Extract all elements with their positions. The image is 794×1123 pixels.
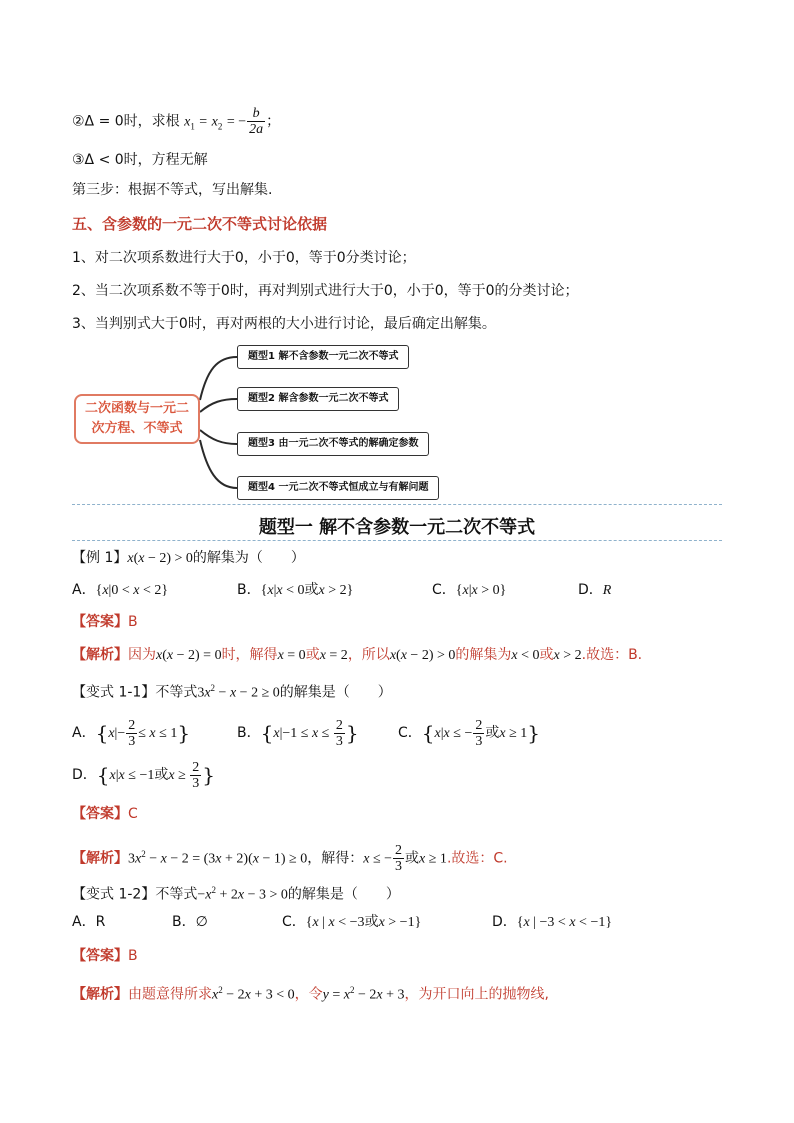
option-a: A．{x|0 < x < 2} [72, 582, 169, 598]
variant12-analysis: 【解析】由题意得所求$x^2 - 2x + 3 < 0$，令$y = x^2 - 2x + 3$，为开口向上的抛物线, [72, 985, 549, 1003]
edge-1 [200, 357, 237, 400]
rule-1: 1、对二次项系数进行大于0，小于0，等于0分类讨论； [72, 250, 416, 266]
option-c: C．{x|x ≤ − $\frac{2}{3}$ 或x ≥ 1} [398, 717, 540, 749]
option-c: C．{x|x > 0} [432, 582, 507, 598]
mind-map-node-1: 题型1 解不含参数一元二次不等式 [237, 345, 409, 369]
variant11-stem: 【变式 1-1】不等式$3x^2 - x - 2 \ge 0$的解集是（ ） [72, 683, 392, 701]
variant12-answer: 【答案】B [72, 948, 138, 964]
option-a: A．{x|− $\frac{2}{3}$ ≤ x ≤ 1} [72, 717, 191, 749]
option-d: D．{x | −3 < x < −1} [492, 914, 613, 930]
mind-map [72, 340, 472, 500]
example1-stem: 【例 1】x(x − 2) > 0的解集为（ ） [72, 550, 305, 566]
delta-zero-line: ②Δ = 0时，求根 $x_1 = x_2$ = − $\frac{b}{2a}$ ； [72, 106, 281, 137]
section-title: 题型一 解不含参数一元二次不等式 [258, 517, 536, 538]
variant12-stem: 【变式 1-2】不等式$-x^2 + 2x - 3 > 0$的解集是（ ） [72, 885, 400, 903]
mind-map-node-4: 题型4 一元二次不等式恒成立与有解问题 [237, 476, 439, 500]
option-b: B．{x|−1 ≤ x ≤ $\frac{2}{3}$ } [237, 717, 359, 749]
rule-2: 2、当二次项系数不等于0时，再对判别式进行大于0，小于0，等于0的分类讨论； [72, 283, 579, 299]
step-three-line: 第三步：根据不等式，写出解集. [72, 182, 273, 198]
option-b: B．∅ [172, 914, 208, 930]
delta-negative-line: ③Δ < 0时，方程无解 [72, 152, 208, 168]
variant11-analysis: 【解析】$3x^2 - x - 2 = (3x + 2)(x - 1) \ge 0$，解得：x ≤ − $\frac{2}{3}$ 或x ≥ 1.故选：C. [72, 843, 508, 875]
rule-3: 3、当判别式大于0时，再对两根的大小进行讨论，最后确定出解集。 [72, 316, 496, 332]
variant11-answer: 【答案】C [72, 806, 138, 822]
divider-bottom [72, 540, 722, 541]
mind-map-root: 二次函数与一元二 次方程、不等式 [74, 394, 200, 444]
option-c: C．{x | x < −3或x > −1} [282, 914, 422, 930]
example1-analysis: 【解析】因为x(x − 2) = 0时，解得x = 0或x = 2，所以x(x − 2) > 0的解集为x < 0或x > 2.故选：B. [72, 647, 643, 663]
option-a: A．R [72, 914, 106, 930]
mind-map-node-2: 题型2 解含参数一元二次不等式 [237, 387, 399, 411]
divider-top [72, 504, 722, 505]
variant11-option-d: D．{x|x ≤ −1或x ≥ $\frac{2}{3}$ } [72, 759, 215, 791]
edge-3 [200, 430, 237, 444]
mind-map-node-3: 题型3 由一元二次不等式的解确定参数 [237, 432, 429, 456]
section-heading: 五、含参数的一元二次不等式讨论依据 [72, 215, 328, 233]
example1-answer: 【答案】B [72, 614, 138, 630]
edge-2 [200, 399, 237, 412]
option-d: D．R [578, 582, 612, 598]
option-b: B．{x|x < 0或x > 2} [237, 582, 354, 598]
edge-4 [200, 440, 237, 488]
